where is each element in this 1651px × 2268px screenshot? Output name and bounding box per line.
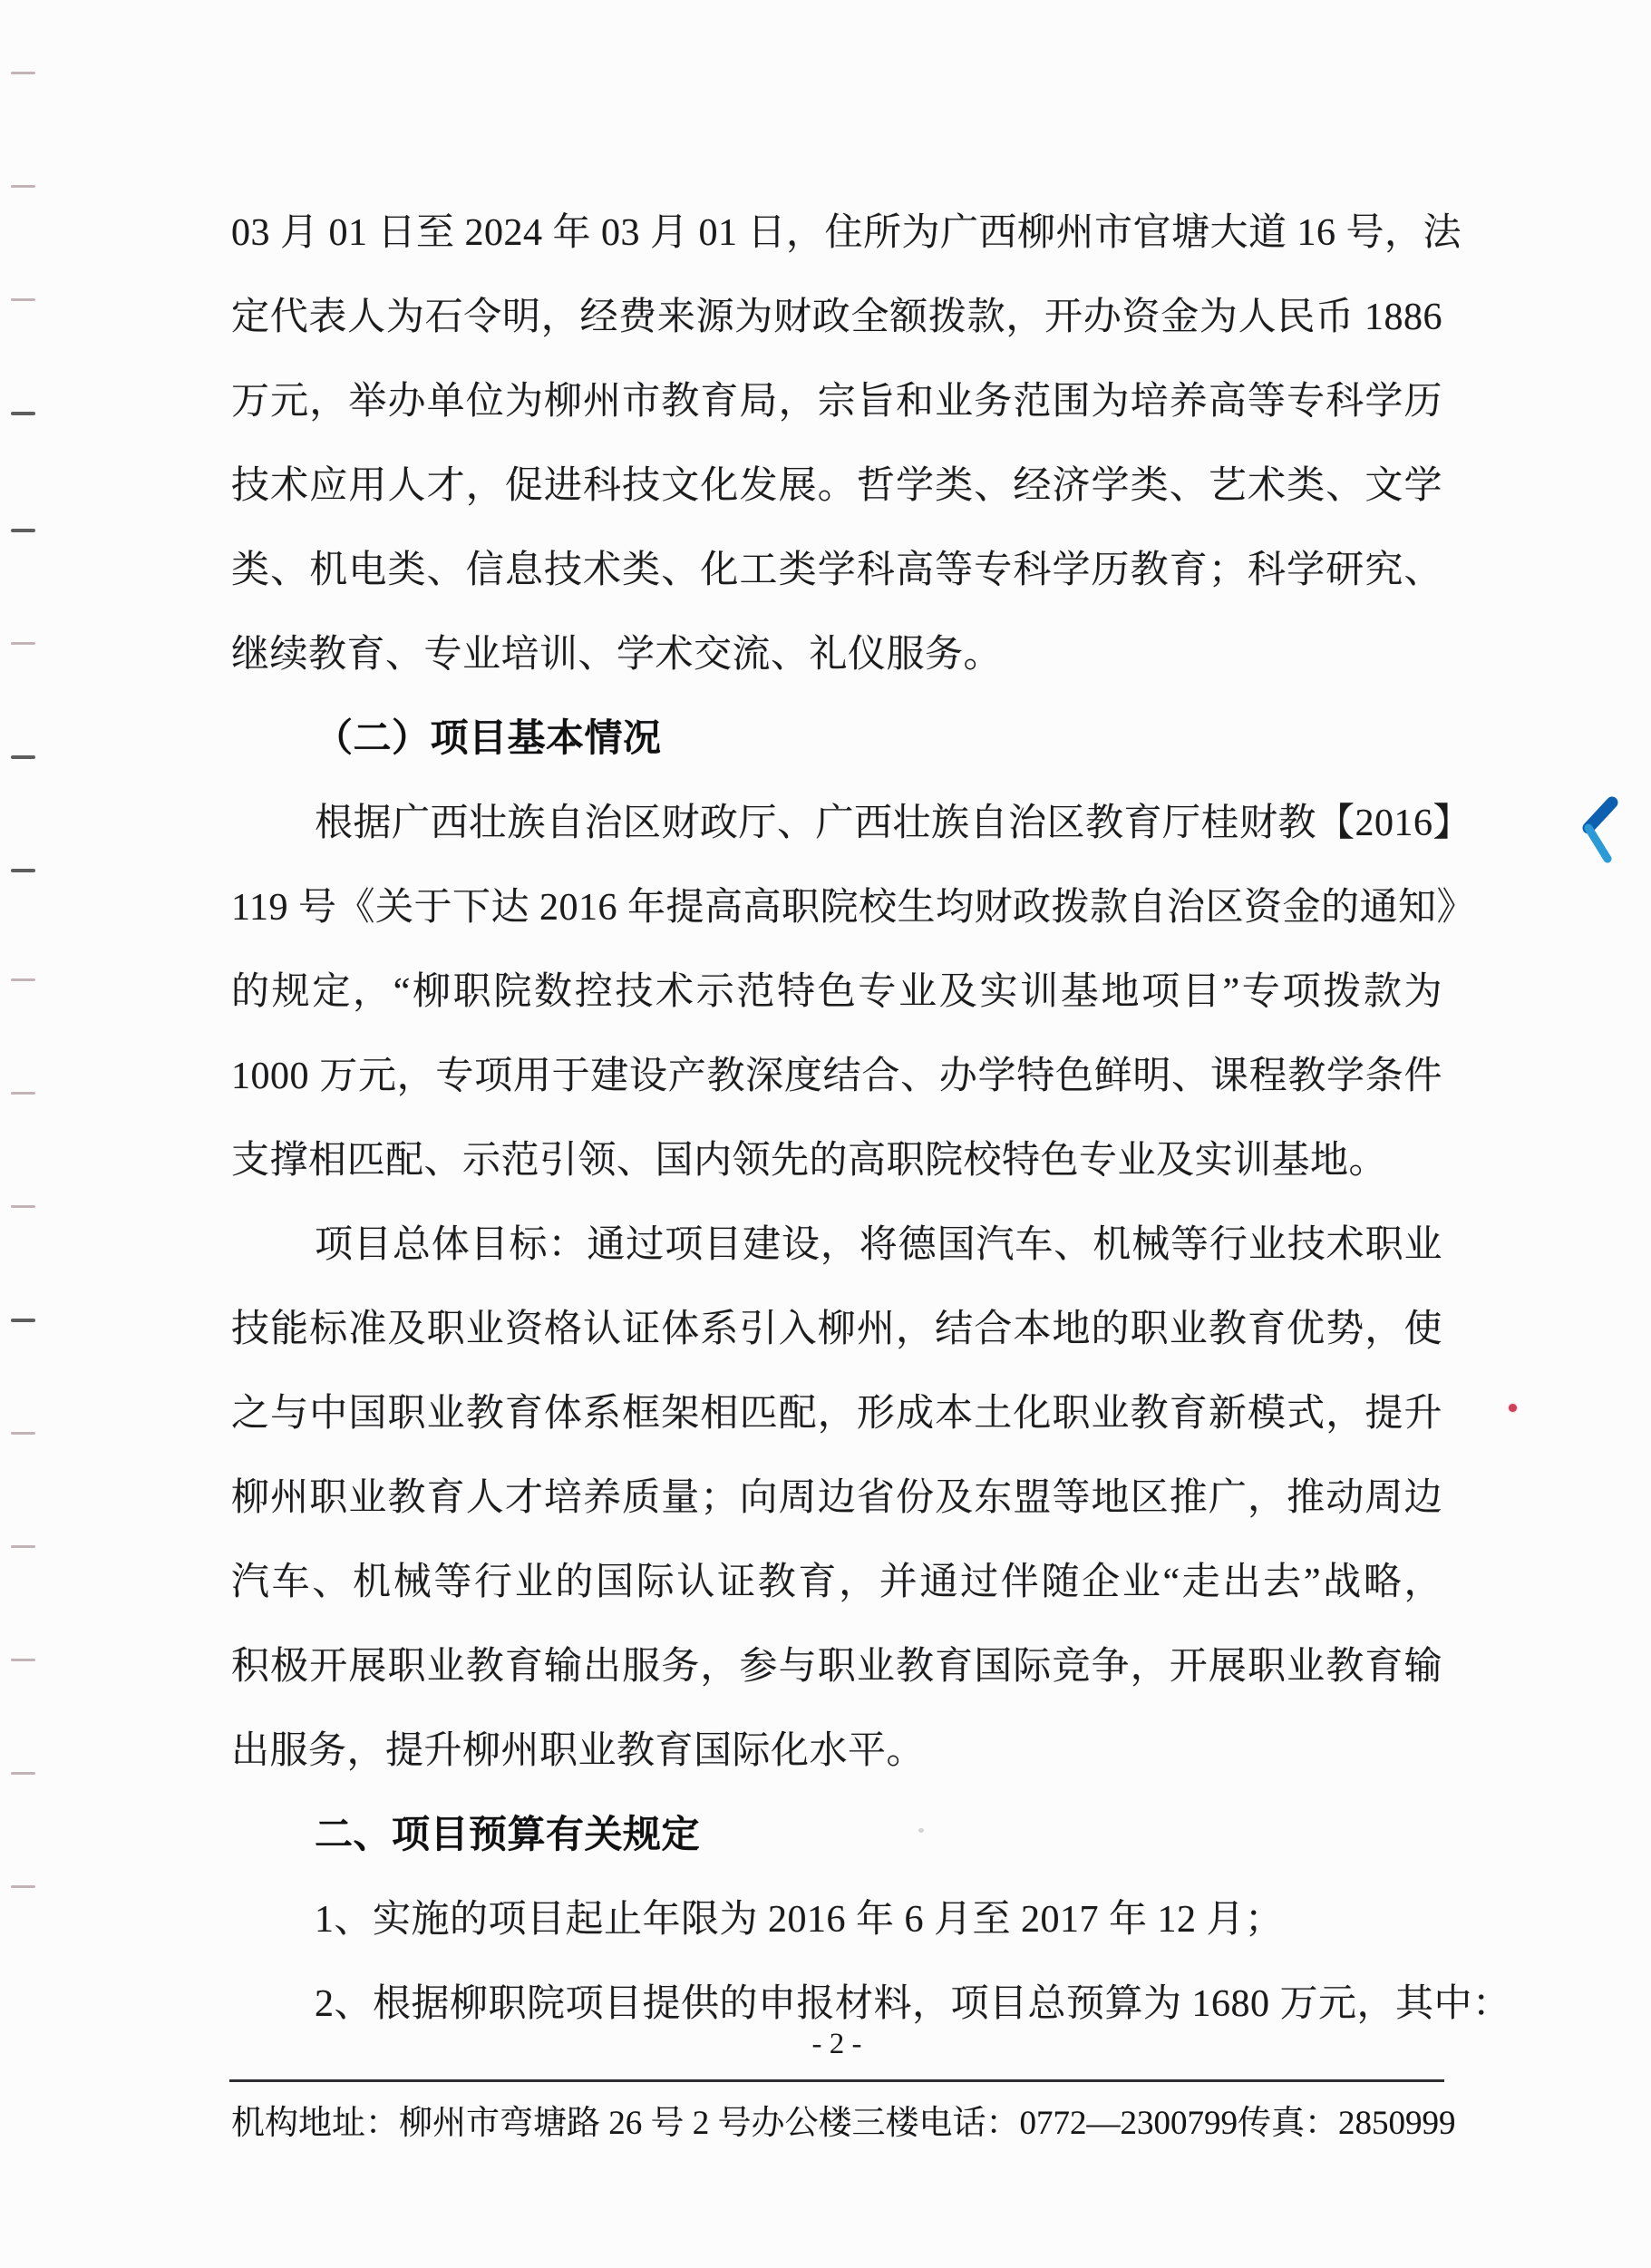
doc-body-line: 119 号《关于下达 2016 年提高高职院校生均财政拨款自治区资金的通知》	[231, 887, 1475, 929]
doc-body-line: 继续教育、专业培训、学术交流、礼仪服务。	[231, 634, 1003, 676]
footer-divider-line	[229, 2079, 1444, 2082]
red-ink-dot	[1509, 1404, 1517, 1412]
doc-body-line: 技术应用人才，促进科技文化发展。哲学类、经济学类、艺术类、文学	[231, 465, 1442, 507]
footer-fax: 传真：2850999	[1238, 2105, 1456, 2142]
page-number: - 2 -	[811, 2028, 862, 2060]
left-edge-scan-mark	[11, 978, 35, 981]
footer-phone: 电话：0772—2300799	[918, 2105, 1238, 2142]
blue-pen-check-mark	[1579, 794, 1619, 867]
doc-body-line: 积极开展职业教育输出服务，参与职业教育国际竞争，开展职业教育输	[231, 1646, 1442, 1688]
left-edge-scan-mark	[11, 1319, 35, 1322]
doc-body-line: 之与中国职业教育体系框架相匹配，形成本土化职业教育新模式，提升	[231, 1393, 1442, 1435]
left-edge-scan-mark	[11, 529, 35, 532]
left-edge-scan-mark	[11, 755, 35, 759]
doc-body-line: 的规定，“柳职院数控技术示范特色专业及实训基地项目”专项拨款为	[231, 971, 1442, 1013]
left-edge-scan-mark	[11, 72, 35, 74]
left-edge-scan-mark	[11, 1659, 35, 1661]
doc-heading-line: （二）项目基本情况	[315, 718, 662, 760]
doc-body-line: 定代表人为石令明，经费来源为财政全额拨款，开办资金为人民币 1886	[231, 297, 1442, 338]
left-edge-scan-mark	[11, 412, 35, 415]
doc-body-line: 项目总体目标：通过项目建设，将德国汽车、机械等行业技术职业	[315, 1224, 1442, 1266]
left-edge-scan-mark	[11, 1772, 35, 1775]
doc-body-line: 柳州职业教育人才培养质量；向周边省份及东盟等地区推广，推动周边	[231, 1477, 1442, 1519]
left-edge-scan-mark	[11, 298, 35, 301]
left-edge-scan-mark	[11, 1205, 35, 1208]
doc-body-line: 类、机电类、信息技术类、化工类学科高等专科学历教育；科学研究、	[231, 550, 1442, 591]
left-edge-scan-mark	[11, 869, 35, 872]
doc-body-line: 支撑相匹配、示范引领、国内领先的高职院校特色专业及实训基地。	[231, 1140, 1388, 1182]
left-edge-scan-mark	[11, 642, 35, 645]
left-edge-scan-mark	[11, 1885, 35, 1888]
left-edge-scan-mark	[11, 1432, 35, 1435]
doc-body-line: 汽车、机械等行业的国际认证教育，并通过伴随企业“走出去”战略，	[231, 1562, 1442, 1603]
left-edge-scan-mark	[11, 185, 35, 188]
doc-body-line: 根据广西壮族自治区财政厅、广西壮族自治区教育厅桂财教【2016】	[315, 803, 1472, 844]
doc-heading-line: 二、项目预算有关规定	[315, 1815, 701, 1856]
doc-body-line: 1000 万元，专项用于建设产教深度结合、办学特色鲜明、课程教学条件	[231, 1056, 1442, 1097]
doc-body-line: 出服务，提升柳州职业教育国际化水平。	[231, 1730, 926, 1772]
doc-body-line: 1、实施的项目起止年限为 2016 年 6 月至 2017 年 12 月；	[315, 1899, 1284, 1941]
doc-body-line: 技能标准及职业资格认证体系引入柳州，结合本地的职业教育优势，使	[231, 1309, 1442, 1350]
scan-speck	[918, 1828, 924, 1833]
left-edge-scan-mark	[11, 1545, 35, 1548]
doc-body-line: 万元，举办单位为柳州市教育局，宗旨和业务范围为培养高等专科学历	[231, 381, 1442, 423]
doc-body-line: 03 月 01 日至 2024 年 03 月 01 日，住所为广西柳州市官塘大道 16 号，法	[231, 212, 1462, 254]
left-edge-scan-mark	[11, 1092, 35, 1095]
footer-address: 机构地址：柳州市弯塘路 26 号 2 号办公楼三楼	[231, 2105, 919, 2142]
footer	[231, 2091, 1456, 2147]
doc-body-line: 2、根据柳职院项目提供的申报材料，项目总预算为 1680 万元，其中：	[315, 1983, 1511, 2025]
